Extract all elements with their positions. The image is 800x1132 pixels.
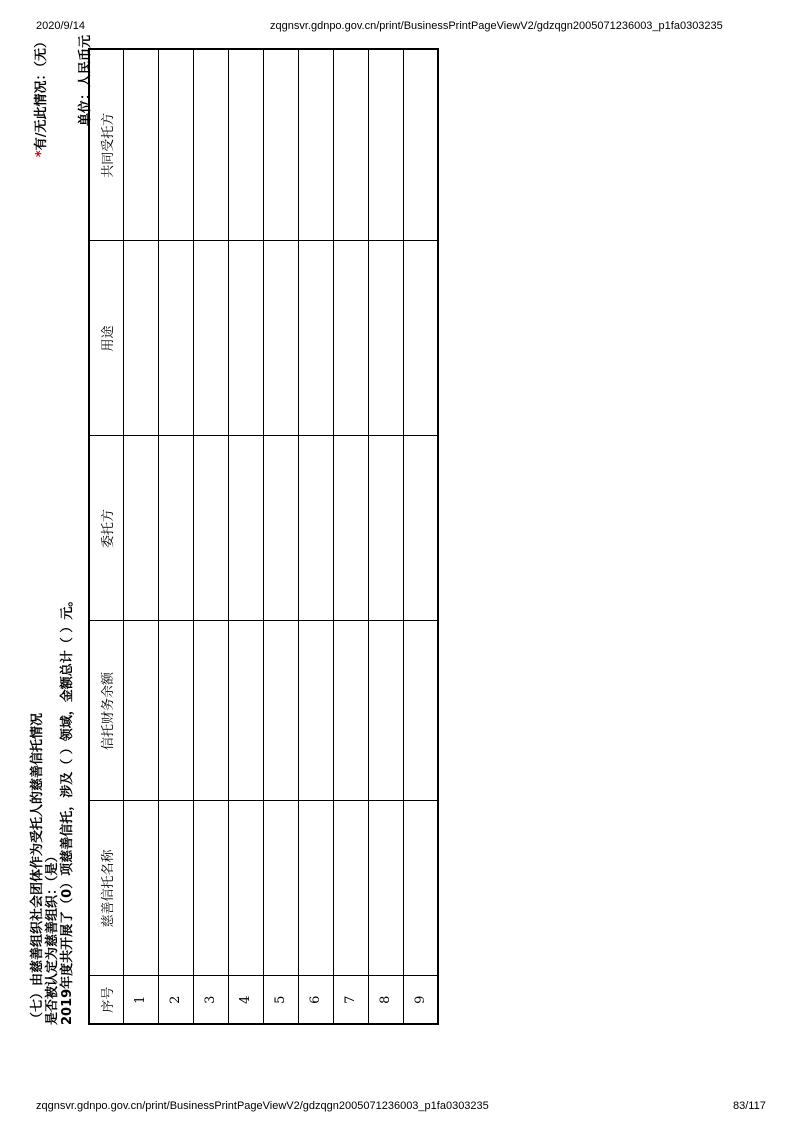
table-row [228,49,263,1024]
row-number: 3 [193,976,228,1024]
trustor-cell [123,436,158,621]
trustor-cell [403,436,438,621]
header-trust-balance: 信托财务余额 [89,621,123,801]
co-trustee-cell [403,49,438,241]
page-number: 83/117 [733,1100,766,1112]
table-row [158,49,193,1024]
required-star: * [34,150,49,158]
table-row [193,49,228,1024]
purpose-cell [193,241,228,436]
header-trust-name: 慈善信托名称 [89,801,123,976]
co-trustee-cell [228,49,263,241]
trust-name-cell [298,801,333,976]
trust-balance-cell [298,621,333,801]
co-trustee-cell [123,49,158,241]
currency-unit: 单位：人民币元 [78,35,93,127]
purpose-cell [298,241,333,436]
trustor-cell [193,436,228,621]
purpose-cell [333,241,368,436]
purpose-cell [123,241,158,436]
trust-balance-cell [333,621,368,801]
trust-name-cell [403,801,438,976]
purpose-cell [403,241,438,436]
trust-name-cell [158,801,193,976]
row-number: 1 [123,976,158,1024]
row-number: 5 [263,976,298,1024]
header-co-trustee: 共同受托方 [89,49,123,241]
trustor-cell [333,436,368,621]
row-number: 8 [368,976,403,1024]
print-header-url: zqgnsvr.gdnpo.gov.cn/print/BusinessPrintPageViewV2/gdzqgn2005071236003_p1fa0303235 [270,20,723,32]
row-number: 7 [333,976,368,1024]
trust-balance-cell [228,621,263,801]
co-trustee-cell [263,49,298,241]
charity-trust-table [88,48,439,1025]
section-title: （七）由慈善组织社会团体作为受托人的慈善信托情况 [30,712,45,1025]
table-row [333,49,368,1024]
co-trustee-cell [158,49,193,241]
header-purpose: 用途 [89,241,123,436]
trust-balance-cell [123,621,158,801]
trust-name-cell [333,801,368,976]
trustor-cell [263,436,298,621]
trust-balance-cell [158,621,193,801]
recognized-line: 是否被认定为慈善组织：（是） [45,849,60,1025]
presence-indicator [30,35,49,157]
print-footer-url: zqgnsvr.gdnpo.gov.cn/print/BusinessPrintPageViewV2/gdzqgn2005071236003_p1fa0303235 [36,1100,489,1112]
trust-name-cell [368,801,403,976]
trustor-cell [368,436,403,621]
table-row [263,49,298,1024]
trust-name-cell [123,801,158,976]
co-trustee-cell [333,49,368,241]
purpose-cell [368,241,403,436]
purpose-cell [228,241,263,436]
trust-balance-cell [368,621,403,801]
row-number: 9 [403,976,438,1024]
table-row [123,49,158,1024]
co-trustee-cell [298,49,333,241]
co-trustee-cell [368,49,403,241]
trust-name-cell [193,801,228,976]
trustor-cell [158,436,193,621]
trustor-cell [298,436,333,621]
presence-text: 有/无此情况：（无） [34,35,49,151]
header-trustor: 委托方 [89,436,123,621]
table-row [298,49,333,1024]
trust-balance-cell [193,621,228,801]
trust-balance-cell [263,621,298,801]
print-date: 2020/9/14 [36,20,85,32]
row-number: 6 [298,976,333,1024]
purpose-cell [263,241,298,436]
row-number: 4 [228,976,263,1024]
table-header-row [89,49,123,1024]
rotated-page-content [30,35,490,1025]
trust-balance-cell [403,621,438,801]
purpose-cell [158,241,193,436]
table-row [403,49,438,1024]
row-number: 2 [158,976,193,1024]
header-serial-no: 序号 [89,976,123,1024]
co-trustee-cell [193,49,228,241]
trustor-cell [228,436,263,621]
trust-name-cell [263,801,298,976]
summary-line: 2019年度共开展了（0）项慈善信托，涉及（ ）领域，金额总计（ ）元。 [60,593,75,1025]
trust-name-cell [228,801,263,976]
table-row [368,49,403,1024]
